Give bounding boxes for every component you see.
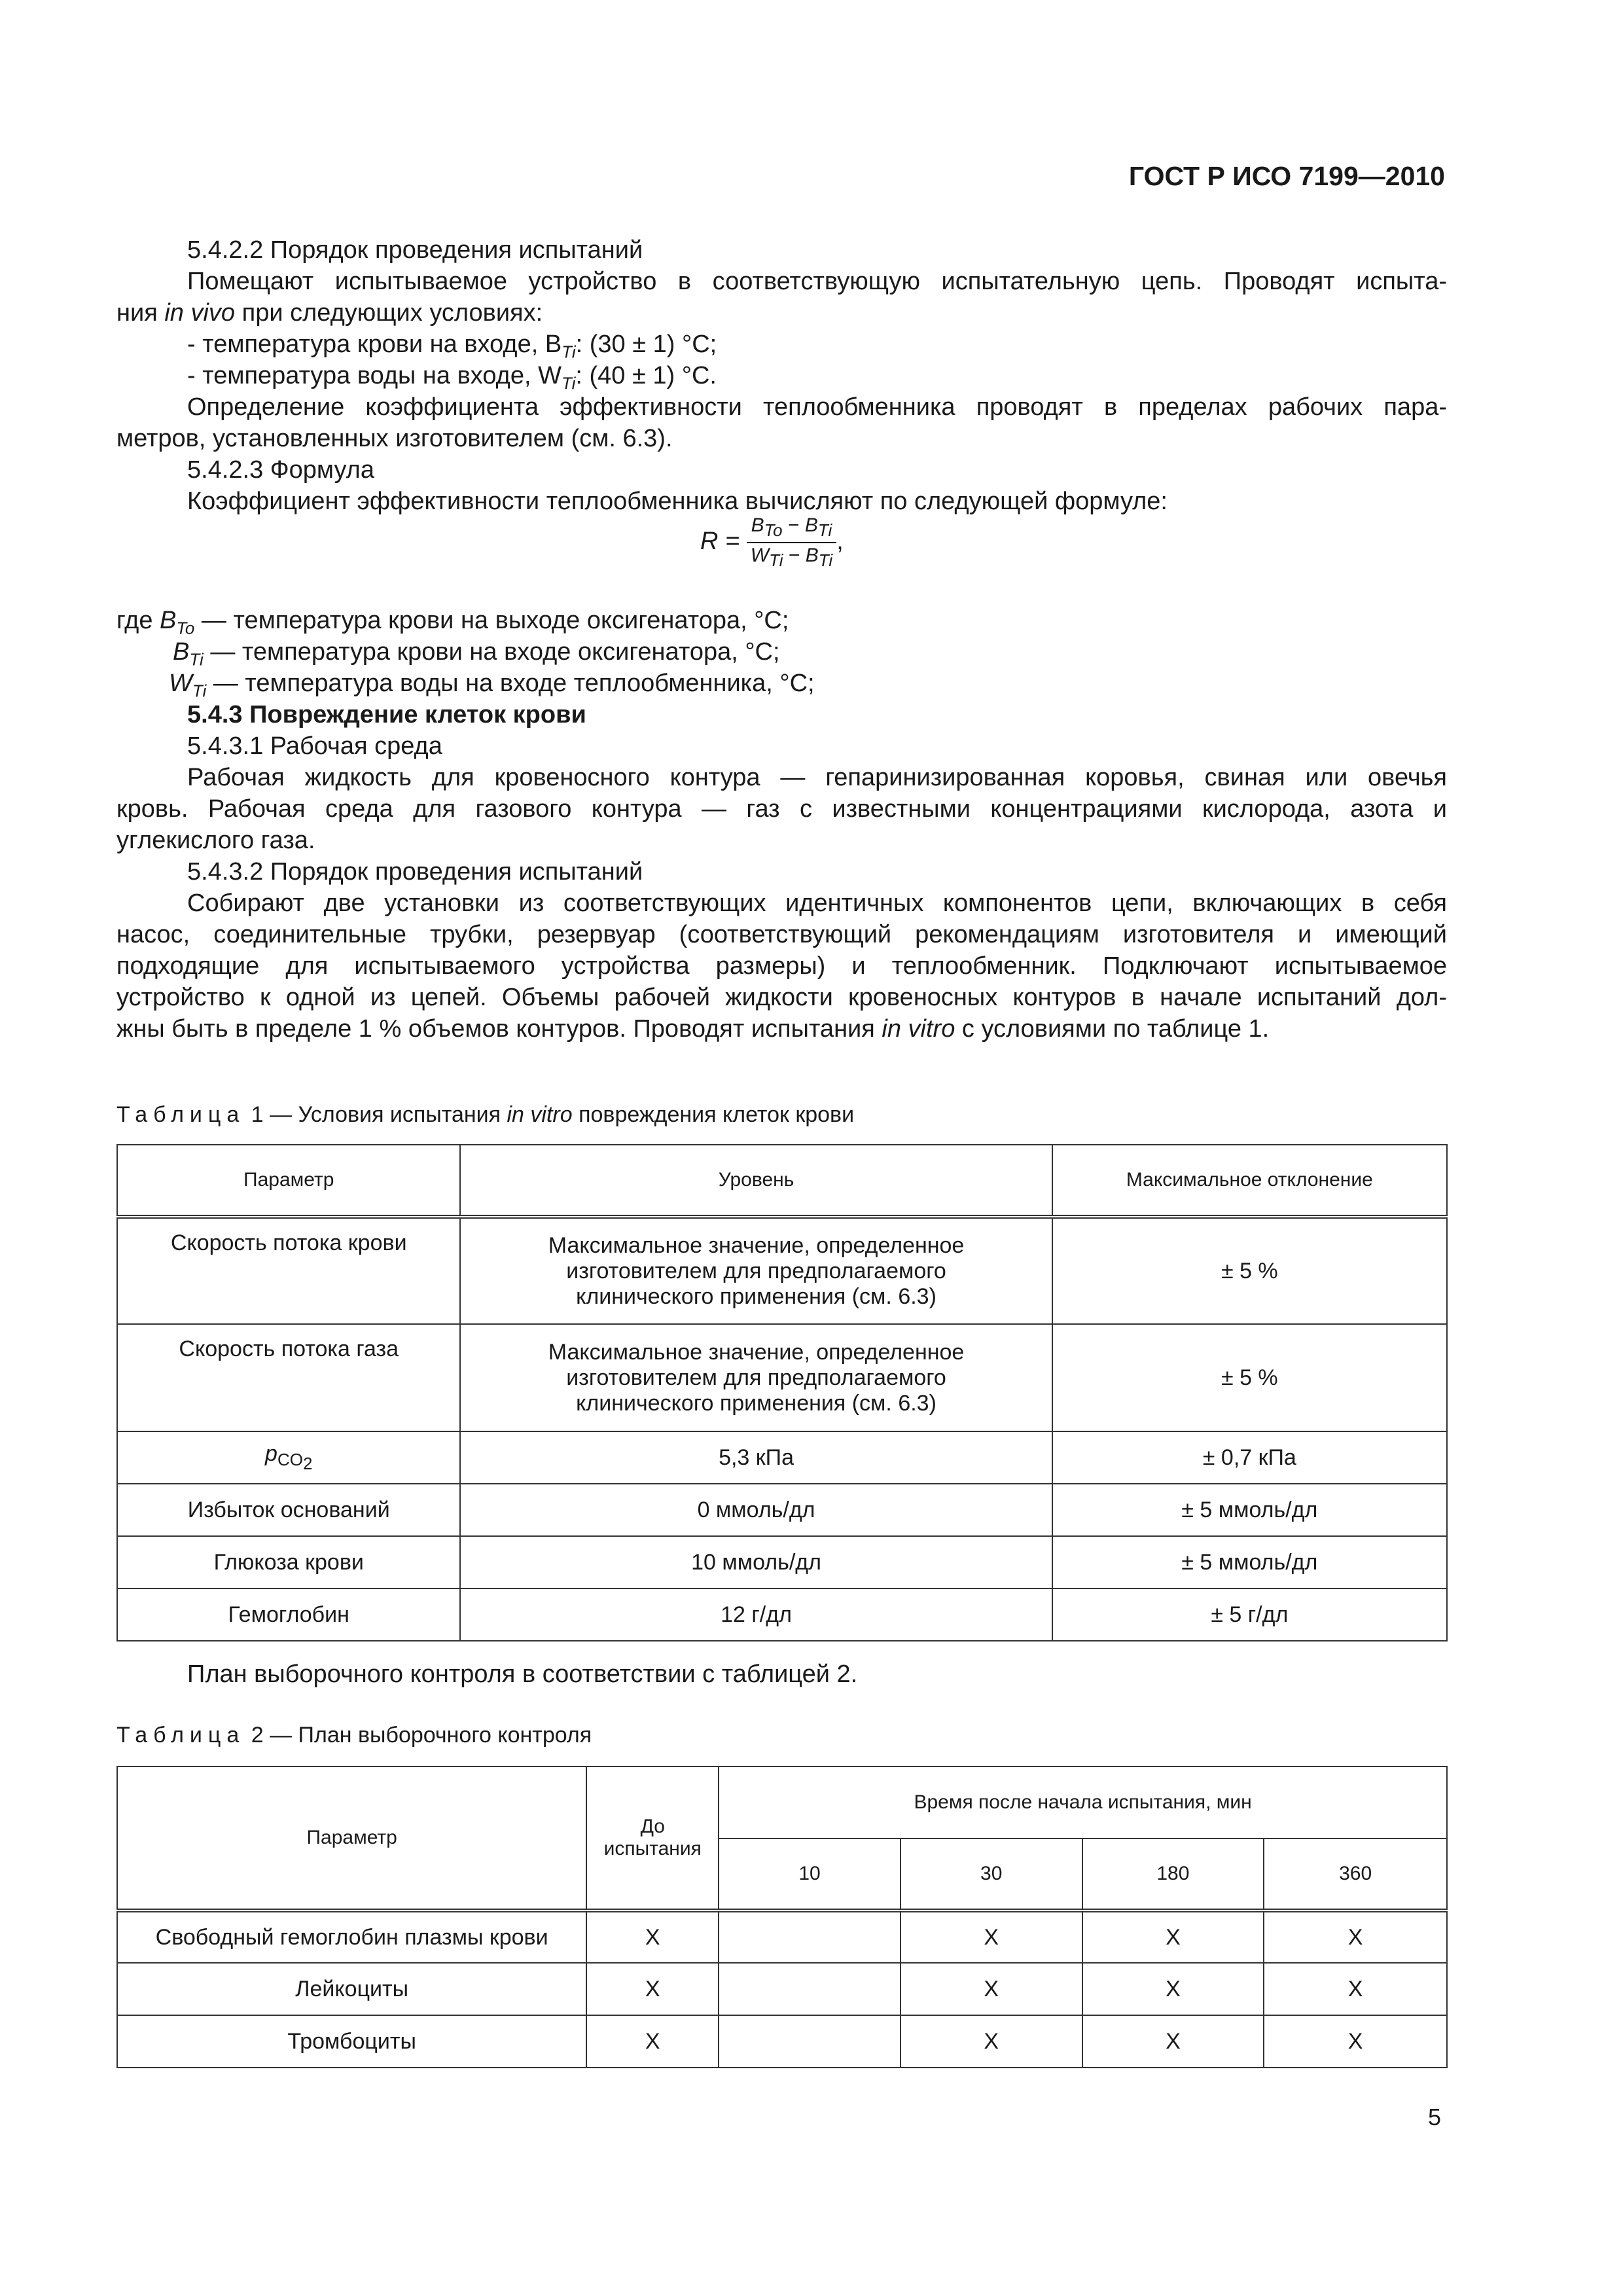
table-cell: X — [1264, 1910, 1447, 1963]
table-cell: X — [1264, 2015, 1447, 2068]
legend-item: $B_{Ti}$ — температура крови на входе оксигенатора, °C; — [173, 638, 780, 670]
table-cell: $p_{CO_2}$ — [117, 1431, 460, 1484]
table-cell: ± 5 % — [1052, 1217, 1447, 1324]
after-table1-text — [116, 1659, 1447, 1690]
legend-item: $W_{Ti}$ — температура воды на входе теплообменника, °C; — [169, 670, 815, 701]
paragraph-line: Помещают испытываемое устройство в соответствующую испытательную цепь. Проводят испыта- — [187, 268, 1447, 295]
table-cell: X — [901, 1910, 1082, 1963]
table-row — [117, 1910, 1447, 1963]
table-cell: X — [1082, 1910, 1264, 1963]
table-cell: ± 5 % — [1052, 1324, 1447, 1431]
section-title: 5.4.2.3 Формула — [187, 456, 374, 484]
table2 — [116, 1766, 1448, 2068]
section-543 — [116, 699, 1447, 1045]
table-row — [117, 2015, 1447, 2068]
table-header-cell: 360 — [1264, 1839, 1447, 1910]
section-5422 — [116, 234, 1447, 517]
table-cell: ± 5 г/дл — [1052, 1588, 1447, 1641]
condition-item: - температура воды на входе, $W_{Ti}$: (40 ± 1) °C. — [187, 362, 717, 393]
table-cell: 5,3 кПа — [460, 1431, 1052, 1484]
paragraph-line: План выборочного контроля в соответствии с таблицей 2. — [187, 1660, 858, 1688]
paragraph-line: метров, установленных изготовителем (см. 6.3). — [116, 425, 673, 452]
table-cell: Скорость потока газа — [117, 1324, 460, 1431]
table-header-cell: Параметр — [117, 1767, 586, 1910]
paragraph-line: подходящие для испытываемого устройства размеры) и теплообменник. Подключают испытываемое — [116, 952, 1447, 980]
table-row — [117, 1588, 1447, 1641]
paragraph-line: жны быть в пределе 1 % объемов контуров. Проводят испытания in vitro с условиями по таблице 1. — [116, 1015, 1270, 1043]
table1-caption: Таблица 1 — Условия испытания in vitro повреждения клеток крови — [116, 1102, 855, 1127]
table-header-cell: 180 — [1082, 1839, 1264, 1910]
paragraph-line: устройство к одной из цепей. Объемы рабочей жидкости кровеносных контуров в начале испытаний дол- — [116, 984, 1447, 1011]
table-cell: X — [586, 1963, 719, 2015]
paragraph-line: кровь. Рабочая среда для газового контура — газ с известными концентрациями кислорода, азота и — [116, 795, 1447, 823]
table-row — [117, 1484, 1447, 1536]
table-row — [117, 1217, 1447, 1324]
condition-item: - температура крови на входе, $B_{Ti}$: (30 ± 1) °C; — [187, 331, 717, 362]
table-cell: ± 0,7 кПа — [1052, 1431, 1447, 1484]
table-cell: Гемоглобин — [117, 1588, 460, 1641]
table-cell: ± 5 ммоль/дл — [1052, 1484, 1447, 1536]
table-cell: 0 ммоль/дл — [460, 1484, 1052, 1536]
table-row — [117, 1431, 1447, 1484]
table-header-row — [117, 1767, 1447, 1839]
table-cell: X — [901, 2015, 1082, 2068]
table-cell: 12 г/дл — [460, 1588, 1052, 1641]
legend-item: где $B_{To}$ — температура крови на выходе оксигенатора, °C; — [116, 607, 789, 638]
table-cell: X — [1082, 1963, 1264, 2015]
table-cell: Тромбоциты — [117, 2015, 586, 2068]
table-row — [117, 1324, 1447, 1431]
table-cell — [719, 2015, 901, 2068]
table-cell: Максимальное значение, определенное изготовителем для предполагаемого клинического применения (см. 6.3) — [460, 1217, 1052, 1324]
table-cell: 10 ммоль/дл — [460, 1536, 1052, 1588]
table-cell: Глюкоза крови — [117, 1536, 460, 1588]
paragraph-line: ния in vivo при следующих условиях: — [116, 299, 543, 327]
table1 — [116, 1144, 1448, 1641]
table-header-cell: Уровень — [460, 1145, 1052, 1217]
table-header-cell: 10 — [719, 1839, 901, 1910]
table-header-cell: Параметр — [117, 1145, 460, 1217]
section-heading: 5.4.3 Повреждение клеток крови — [187, 701, 586, 728]
section-title: 5.4.3.2 Порядок проведения испытаний — [187, 858, 643, 886]
table-cell — [719, 1910, 901, 1963]
table-cell: X — [1082, 2015, 1264, 2068]
table-cell: X — [901, 1963, 1082, 2015]
paragraph-line: Определение коэффициента эффективности теплообменника проводят в пределах рабочих пара- — [187, 393, 1447, 421]
paragraph-line: Собирают две установки из соответствующих идентичных компонентов цепи, включающих в себя — [187, 889, 1447, 917]
table-cell: Скорость потока крови — [117, 1217, 460, 1324]
table-cell: Избыток оснований — [117, 1484, 460, 1536]
table-row — [117, 1963, 1447, 2015]
document-header: ГОСТ Р ИСО 7199—2010 — [1128, 161, 1445, 191]
table-cell: ± 5 ммоль/дл — [1052, 1536, 1447, 1588]
table-header-cell: Максимальное отклонение — [1052, 1145, 1447, 1217]
table-header-cell: 30 — [901, 1839, 1082, 1910]
formula-fraction: $\frac{B_{To} - B_{Ti}}{W_{Ti} - B_{Ti}}$ — [747, 514, 836, 571]
table-row — [117, 1536, 1447, 1588]
efficiency-formula: R = $\frac{B_{To} - B_{Ti}}{W_{Ti} - B_{Ti}}$ , — [700, 514, 844, 570]
page-number: 5 — [1427, 2104, 1441, 2130]
table-cell: Свободный гемоглобин плазмы крови — [117, 1910, 586, 1963]
table-cell: X — [1264, 1963, 1447, 2015]
table-cell — [719, 1963, 901, 2015]
section-title: 5.4.3.1 Рабочая среда — [187, 732, 442, 760]
table-cell: X — [586, 2015, 719, 2068]
paragraph-line: Коэффициент эффективности теплообменника вычисляют по следующей формуле: — [187, 488, 1168, 515]
table-cell: X — [586, 1910, 719, 1963]
paragraph-line: насос, соединительные трубки, резервуар (соответствующий рекомендациям изготовителя и имеющий — [116, 921, 1447, 948]
table-header-cell: Время после начала испытания, мин — [719, 1767, 1447, 1839]
section-title: 5.4.2.2 Порядок проведения испытаний — [187, 236, 643, 264]
table-header-cell: До испытания — [586, 1767, 719, 1910]
paragraph-line: Рабочая жидкость для кровеносного контура — гепаринизированная коровья, свиная или овечья — [187, 764, 1447, 791]
paragraph-line: углекислого газа. — [116, 827, 315, 854]
table-header-row — [117, 1145, 1447, 1217]
table-cell: Максимальное значение, определенное изготовителем для предполагаемого клинического применения (см. 6.3) — [460, 1324, 1052, 1431]
table-cell: Лейкоциты — [117, 1963, 586, 2015]
table2-caption: Таблица 2 — План выборочного контроля — [116, 1723, 592, 1748]
formula-legend — [116, 605, 1447, 699]
